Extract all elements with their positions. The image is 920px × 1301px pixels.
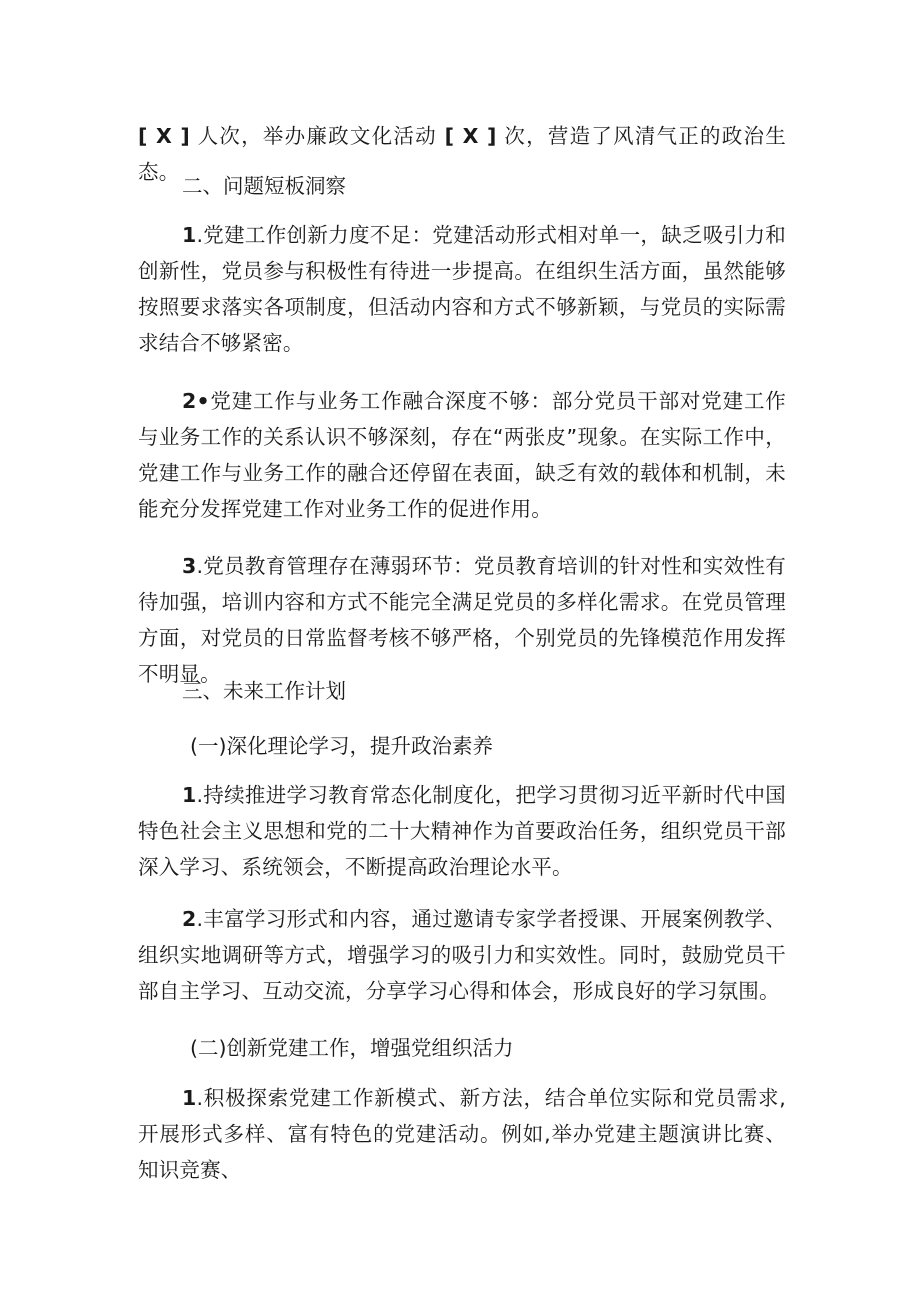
section-heading-issues: 二、问题短板洞察 (182, 174, 346, 198)
paragraph-text: .丰富学习形式和内容，通过邀请专家学者授课、开展案例教学、组织实地调研等方式，增强学习的吸引力和实效性。同时，鼓励党员干部自主学习、互动交流，分享学习心得和体会，形成良好的学习氛围。 (138, 907, 786, 1003)
paragraph-text: .党员教育管理存在薄弱环节：党员教育培训的针对性和实效性有待加强，培训内容和方式不能完全满足党员的多样化需求。在党员管理方面，对党员的日常监督考核不够严格，个别党员的先锋模范作用发挥不明显。 (138, 554, 786, 686)
plan-paragraph-2-1 (138, 1080, 786, 1188)
section-heading-plan: 三、未来工作计划 (182, 679, 346, 703)
subsection-heading-innovation: (二)创新党建工作，增强党组织活力 (190, 1036, 514, 1060)
item-number: 2 (182, 907, 197, 931)
item-number: 3 (182, 554, 197, 578)
issue-paragraph-1 (138, 217, 786, 361)
paragraph-text: .持续推进学习教育常态化制度化，把学习贯彻习近平新时代中国特色社会主义思想和党的二十大精神作为首要政治任务，组织党员干部深入学习、系统领会，不断提高政治理论水平。 (138, 783, 786, 879)
subsection-heading-theory: (一)深化理论学习，提升政治素养 (190, 734, 493, 758)
issue-paragraph-2 (138, 383, 786, 527)
paragraph-text: .党建工作创新力度不足：党建活动形式相对单一，缺乏吸引力和创新性，党员参与积极性有待进一步提高。在组织生活方面，虽然能够按照要求落实各项制度，但活动内容和方式不够新颖，与党员的实际需求结合不够紧密。 (138, 223, 786, 355)
plan-paragraph-1-1 (138, 777, 786, 885)
paragraph-text: 人次，举办廉政文化活动 (189, 124, 445, 148)
item-number: 1 (182, 223, 197, 247)
placeholder-x: [ X ] (444, 124, 497, 148)
issue-paragraph-3 (138, 548, 786, 692)
item-number: 2• (182, 389, 210, 413)
item-number: 1 (182, 1086, 197, 1110)
placeholder-x: [ X ] (138, 124, 190, 148)
plan-paragraph-1-2 (138, 901, 786, 1009)
paragraph-text: .积极探索党建工作新模式、新方法，结合单位实际和党员需求,开展形式多样、富有特色的党建活动。例如,举办党建主题演讲比赛、知识竞赛、 (138, 1086, 786, 1182)
paragraph-text: 党建工作与业务工作融合深度不够：部分党员干部对党建工作与业务工作的关系认识不够深刻，存在“两张皮”现象。在实际工作中，党建工作与业务工作的融合还停留在表面，缺乏有效的载体和机制，未能充分发挥党建工作对业务工作的促进作用。 (138, 389, 786, 521)
paragraph-text: 次，营造了风清气正的政治生态。 (138, 124, 786, 184)
item-number: 1 (182, 783, 197, 807)
